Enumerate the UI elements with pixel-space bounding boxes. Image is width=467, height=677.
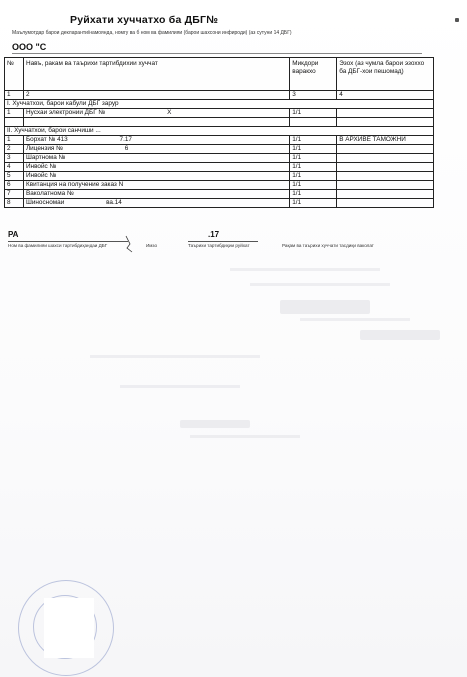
table-row [5,109,434,118]
header-no: № [5,58,24,91]
caption-authority-doc: Рақам ва таърихи хуччати тасдиқи ваколат [282,243,374,248]
table-row [5,154,434,163]
row-name: Шартнома № [23,154,289,163]
row-no: 4 [5,163,24,172]
row-name [23,109,289,118]
row-note [337,181,434,190]
bleed-through-row [230,268,380,271]
row-name: Инвойс № [23,172,289,181]
row-name-text: Борхат № 413 [25,136,68,143]
bleed-through-row [90,355,260,358]
spacer-cell [290,118,337,127]
documents-table [4,57,434,208]
row-name [23,136,289,145]
row-qty: 1/1 [290,136,337,145]
row-note [337,109,434,118]
row-note [337,145,434,154]
row-no: 1 [5,109,24,118]
row-name-tail: 7.17 [119,136,132,143]
row-qty: 1/1 [290,154,337,163]
instruction-note: Маълумотдар барои декларанти/намоянда, номгу ва б ном ва фамилияи (барои шахсони инфироди) (аз сутуни 14 ДБГ) [12,30,292,36]
row-note [337,190,434,199]
caption-signature: Имзо [146,243,158,248]
table-row [5,145,434,154]
scan-artifact [280,300,370,314]
table-row [5,181,434,190]
signature-date: .17 [208,230,220,239]
row-qty: 1/1 [290,190,337,199]
bleed-through-row [190,435,300,438]
row-name-tail: ва.14 [106,199,122,206]
signer-name-line [8,241,128,242]
scan-dot [455,18,459,22]
row-note: В АРХИВЕ ТАМОЖНИ [337,136,434,145]
table-row [5,172,434,181]
row-qty: 1/1 [290,145,337,154]
document-title: Руйхати хуччатхо ба ДБГ№ [70,14,219,26]
row-qty: 1/1 [290,199,337,208]
table-row [5,136,434,145]
company-underline [12,53,422,54]
section-title: I. Хуччатхои, барои кабули ДБГ зарур [5,100,434,109]
row-no: 5 [5,172,24,181]
section-row [5,127,434,136]
header-qty: Микдори варакхо [290,58,337,91]
row-name-text: Лицензия № [25,145,63,152]
row-no: 2 [5,145,24,154]
row-note [337,154,434,163]
scan-artifact [180,420,250,428]
column-number: 2 [23,91,289,100]
signer-name: РА [8,230,19,239]
column-number: 4 [337,91,434,100]
caption-signer-name: Ном ва фамилияи шахси тартибдиҳандаи ДБГ [8,243,108,248]
spacer-cell [23,118,289,127]
spacer-cell [5,118,24,127]
caption-date: Таърихи тартибдиҳии руйхат [188,243,250,248]
section-row [5,100,434,109]
row-no: 3 [5,154,24,163]
bleed-through-row [300,318,410,321]
table-header-row [5,58,434,91]
row-note [337,172,434,181]
row-name: Квитанция на получение заказ N [23,181,289,190]
header-name: Навъ, ракам ва таърихи тартибдихии хуччат [23,58,289,91]
row-note [337,199,434,208]
row-no: 6 [5,181,24,190]
company-name: ООО "С [12,42,47,52]
spacer-row [5,118,434,127]
scan-artifact [360,330,440,340]
row-name-tail: Х [167,109,172,116]
column-number: 3 [290,91,337,100]
row-no: 7 [5,190,24,199]
row-qty: 1/1 [290,172,337,181]
header-note: Эзох (аз чумла барои эзоххо ба ДБГ-хои пешомад) [337,58,434,91]
row-note [337,163,434,172]
row-no: 8 [5,199,24,208]
row-name: Инвойс № [23,163,289,172]
row-name-text: Шиносномаи [25,199,65,206]
row-qty: 1/1 [290,181,337,190]
row-name-tail: 6 [124,145,129,152]
bleed-through-row [120,385,240,388]
bleed-through-row [250,283,390,286]
table-row [5,163,434,172]
row-name-text: Нусхаи электронии ДБГ № [25,109,106,116]
section-title: II. Хуччатхои, барои санчиши ... [5,127,434,136]
row-name [23,145,289,154]
row-qty: 1/1 [290,163,337,172]
handwritten-signature-icon [124,234,134,254]
table-row [5,190,434,199]
table-row [5,199,434,208]
row-qty: 1/1 [290,109,337,118]
redaction-patch [44,598,94,658]
row-no: 1 [5,136,24,145]
row-name [23,199,289,208]
signature-date-line [188,241,258,242]
row-name: Ваколатнома № [23,190,289,199]
spacer-cell [337,118,434,127]
column-number-row [5,91,434,100]
column-number: 1 [5,91,24,100]
